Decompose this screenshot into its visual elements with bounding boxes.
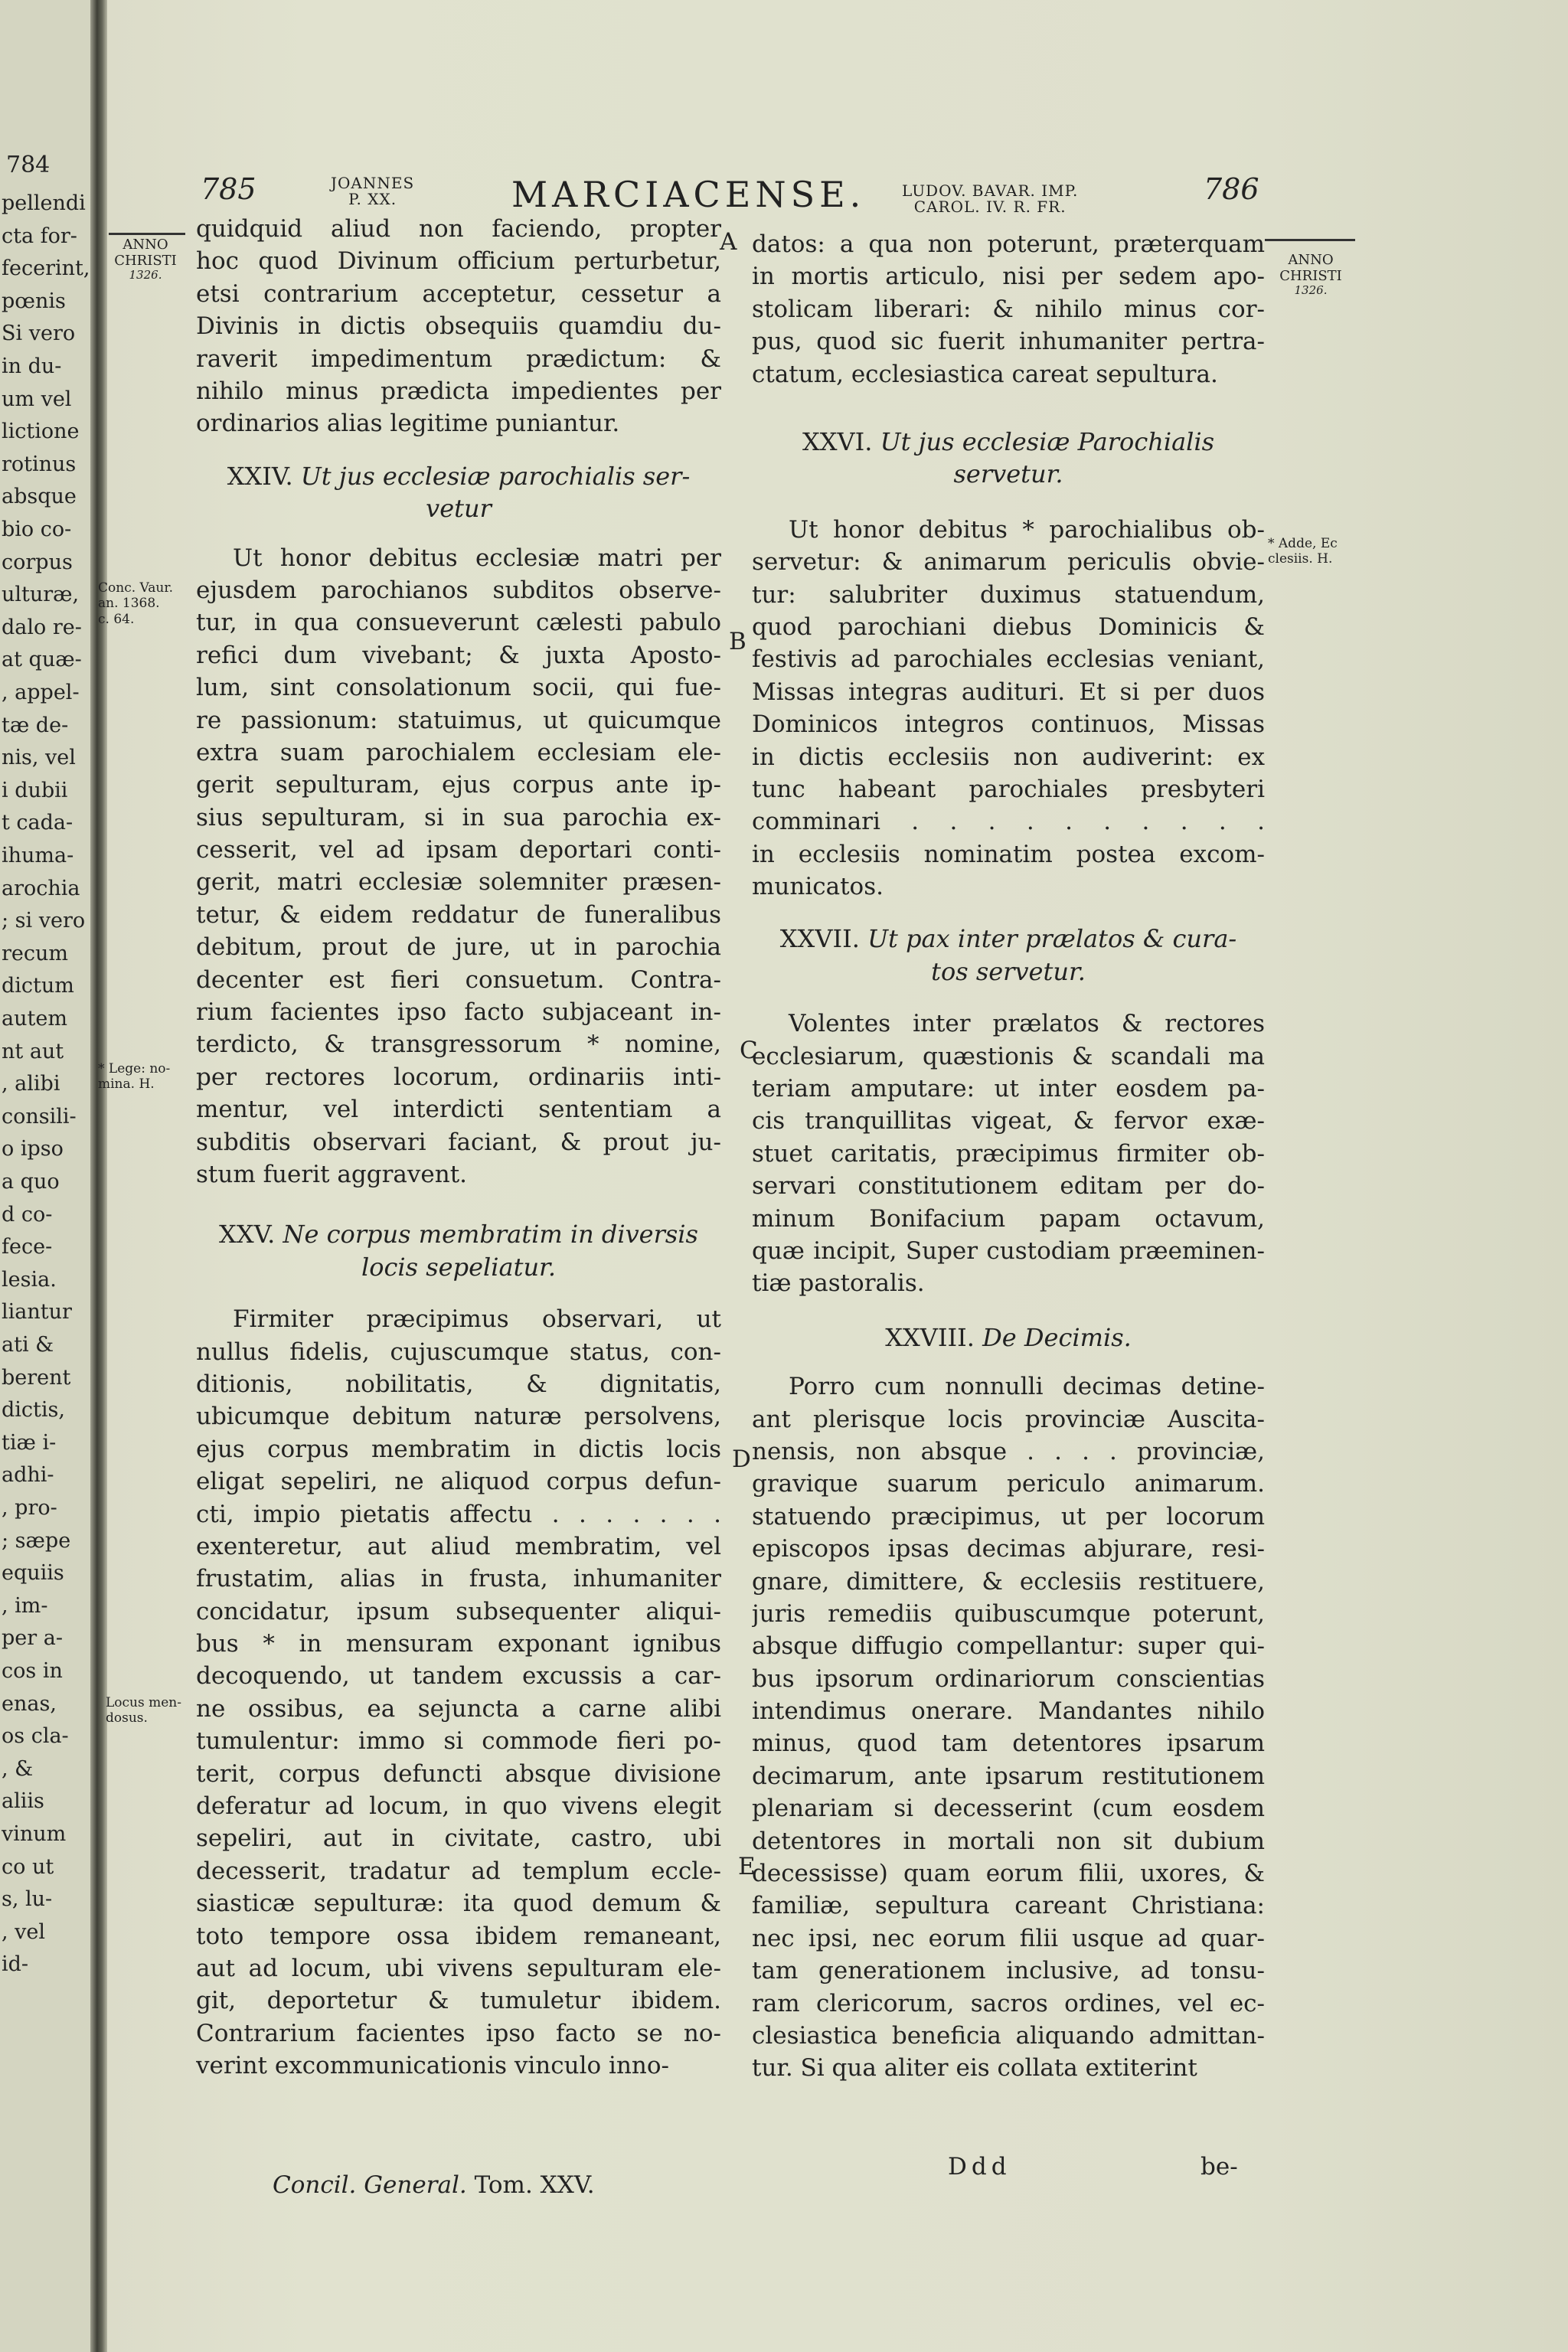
text-line: gnare, dimittere, & ecclesiis restituere, bbox=[752, 1567, 1265, 1596]
text-line: stolicam liberari: & nihilo minus cor- bbox=[752, 295, 1265, 323]
left-page-fragment: a quo bbox=[2, 1170, 60, 1194]
chapter-heading-xxvi-cont bbox=[752, 458, 1265, 490]
chapter-number: XXVII. bbox=[779, 924, 860, 954]
emperor-line-2: CAROL. IV. R. FR. bbox=[913, 198, 1067, 216]
chapter-rubric: vetur bbox=[426, 494, 492, 524]
text-line: in ecclesiis nominatim postea excom- bbox=[752, 840, 1265, 868]
left-page-fragment: , appel- bbox=[2, 681, 80, 704]
margin-line: an. 1368. bbox=[98, 596, 160, 612]
text-line: tur, in qua consueverunt cælesti pabulo bbox=[196, 609, 721, 637]
text-line: raverit impedimentum prædictum: & bbox=[196, 345, 721, 373]
left-page-fragment: berent bbox=[2, 1365, 71, 1390]
text-line: festivis ad parochiales ecclesias veniant, bbox=[752, 645, 1265, 674]
chapter-xxv-text bbox=[196, 1303, 721, 2082]
chapter-heading-xxviii bbox=[752, 1321, 1265, 1354]
text-line: Contrarium facientes ipso facto se no- bbox=[196, 2019, 721, 2047]
left-page-fragment: ati & bbox=[2, 1333, 54, 1357]
left-page-fragment: pellendi bbox=[2, 191, 86, 215]
text-line: stum fuerit aggravent. bbox=[196, 1160, 468, 1188]
text-line: rium facientes ipso facto subjaceant in- bbox=[196, 998, 721, 1027]
text-line: ejus corpus membratim in dictis locis bbox=[196, 1435, 721, 1463]
text-line: tumulentur: immo si commode fieri po- bbox=[196, 1727, 721, 1756]
text-line: nec ipsi, nec eorum filii usque ad quar- bbox=[752, 1924, 1265, 1952]
text-line: ditionis, nobilitatis, & dignitatis, bbox=[196, 1370, 721, 1398]
text-line: municatos. bbox=[752, 873, 884, 901]
left-page-fragment: ihuma- bbox=[2, 844, 74, 867]
left-text-column bbox=[196, 213, 721, 2082]
left-page-fragment: ; sæpe bbox=[2, 1528, 71, 1553]
text-line: nihilo minus prædicta impedientes per bbox=[196, 377, 721, 405]
text-line: ejusdem parochianos subditos observe- bbox=[196, 576, 721, 604]
text-line: ram clericorum, sacros ordines, vel ec- bbox=[752, 1989, 1265, 2017]
anno-year: 1326. bbox=[1294, 283, 1328, 298]
margin-line: * Adde, Ec bbox=[1268, 536, 1338, 551]
book-binding-gutter bbox=[90, 0, 107, 2352]
margin-line: dosus. bbox=[106, 1710, 148, 1726]
text-line: terdicto, & transgressorum * nomine, bbox=[196, 1031, 721, 1059]
left-page-fragment: , pro- bbox=[2, 1496, 57, 1520]
text-line: subditis observari faciant, & prout ju- bbox=[196, 1128, 721, 1156]
text-line: cis tranquillitas vigeat, & fervor exæ- bbox=[752, 1107, 1265, 1135]
text-line: servetur: & animarum periculis obvie- bbox=[752, 548, 1265, 577]
text-line: bus ipsorum ordinariorum conscientias bbox=[752, 1664, 1265, 1693]
text-line: debitum, prout de jure, ut in parochia bbox=[196, 933, 721, 962]
text-line: etsi contrarium acceptetur, cessetur a bbox=[196, 279, 721, 308]
text-line: deferatur ad locum, in quo vivens elegit bbox=[196, 1792, 721, 1821]
left-page-fragment: fecerint, bbox=[2, 256, 90, 281]
left-page-fragment: dictis, bbox=[2, 1398, 65, 1423]
text-line: refici dum vivebant; & juxta Aposto- bbox=[196, 641, 721, 669]
text-line: tur: salubriter duximus statuendum, bbox=[752, 580, 1265, 609]
chapter-heading-xxv-cont bbox=[196, 1251, 721, 1283]
text-line: Ut honor debitus * parochialibus ob- bbox=[789, 515, 1265, 544]
text-line: tur. Si qua aliter eis collata extiterint bbox=[752, 2054, 1197, 2082]
footer-source bbox=[273, 2171, 595, 2199]
chapter-number: XXVIII. bbox=[885, 1322, 975, 1352]
text-line: juris remediis quibuscumque poterunt, bbox=[752, 1599, 1265, 1628]
text-line: Missas integras audituri. Et si per duos bbox=[752, 678, 1265, 706]
text-line: intendimus onerare. Mandantes nihilo bbox=[752, 1697, 1265, 1726]
text-line: Porro cum nonnulli decimas detine- bbox=[789, 1373, 1265, 1401]
text-line: cesserit, vel ad ipsam deportari conti- bbox=[196, 836, 721, 864]
text-line: ubicumque debitum naturæ persolvens, bbox=[196, 1403, 721, 1431]
page-number-left: 785 bbox=[201, 172, 256, 206]
left-page-fragment: at quæ- bbox=[2, 648, 82, 672]
left-page-fragment: dictum bbox=[2, 974, 74, 998]
text-line: gerit, matri ecclesiæ solemniter præsen- bbox=[196, 868, 721, 897]
text-line: cti, impio pietatis affectu . . . . . . . bbox=[196, 1500, 721, 1528]
section-letter-b: B bbox=[729, 628, 746, 655]
text-line: ne ossibus, ea sejuncta a carne alibi bbox=[196, 1694, 721, 1723]
section-letter-e: E bbox=[738, 1853, 756, 1880]
chapter-heading-xxvii-cont bbox=[752, 956, 1265, 988]
chapter-heading-xxvii bbox=[752, 923, 1265, 955]
left-page-fragment: ; si vero bbox=[2, 909, 86, 933]
left-page-fragment: , im- bbox=[2, 1593, 48, 1618]
left-page-fragment: nis, vel bbox=[2, 746, 76, 770]
chapter-rubric: servetur. bbox=[953, 459, 1063, 489]
chapter-heading-xxv bbox=[196, 1218, 721, 1250]
christi-label: CHRISTI bbox=[114, 252, 177, 269]
left-page-fragment: recum bbox=[2, 941, 68, 965]
section-letter-a: A bbox=[720, 228, 737, 256]
text-line: toto tempore ossa ibidem remaneant, bbox=[196, 1922, 721, 1950]
left-page-fragment: ulturæ, bbox=[2, 583, 80, 607]
emperor-heading bbox=[902, 183, 1078, 215]
margin-line: Locus men- bbox=[106, 1695, 181, 1710]
text-line: decenter est fieri consuetum. Contra- bbox=[196, 965, 721, 994]
text-line: stuet caritatis, præcipimus firmiter ob- bbox=[752, 1139, 1265, 1168]
page-title: MARCIACENSE. bbox=[511, 174, 866, 215]
text-line: aut ad locum, ubi vivens sepulturam ele- bbox=[196, 1954, 721, 1982]
left-page-fragment: liantur bbox=[2, 1300, 72, 1325]
chapter-number: XXV. bbox=[219, 1220, 276, 1250]
left-page-fragment: pœnis bbox=[2, 289, 66, 313]
left-page-fragment: absque bbox=[2, 485, 77, 509]
text-line: plenariam si decesserint (cum eosdem bbox=[752, 1795, 1265, 1823]
text-line: Dominicos integros continuos, Missas bbox=[752, 710, 1265, 739]
anno-year: 1326. bbox=[129, 268, 162, 283]
left-page-fragment: o ipso bbox=[2, 1137, 64, 1161]
continuation-paragraph bbox=[752, 228, 1265, 390]
text-line: siasticæ sepulturæ: ita quod demum & bbox=[196, 1890, 721, 1918]
margin-line: mina. H. bbox=[98, 1076, 155, 1093]
text-line: gerit sepulturam, ejus corpus ante ip- bbox=[196, 771, 721, 799]
text-line: statuendo præcipimus, ut per locorum bbox=[752, 1502, 1265, 1530]
margin-line: c. 64. bbox=[98, 611, 135, 627]
text-line: per rectores locorum, ordinariis inti- bbox=[196, 1063, 721, 1091]
left-page-fragment: rotinus bbox=[2, 452, 77, 476]
chapter-rubric: Ne corpus membratim in diversis bbox=[283, 1220, 698, 1250]
text-line: verint excommunicationis vinculo inno- bbox=[196, 2052, 670, 2080]
chapter-heading-xxiv bbox=[196, 460, 721, 492]
text-line: ant plerisque locis provinciæ Auscita- bbox=[752, 1405, 1265, 1433]
text-line: minum Bonifacium papam octavum, bbox=[752, 1204, 1265, 1233]
left-page-fragment: arochia bbox=[2, 876, 80, 900]
signature-mark: Ddd bbox=[948, 2153, 1011, 2180]
left-page-fragment: t cada- bbox=[2, 811, 74, 835]
text-line: minus, quod tam detentores ipsarum bbox=[752, 1730, 1265, 1758]
left-page-fragment: per a- bbox=[2, 1626, 63, 1651]
anno-christi-right bbox=[1263, 253, 1358, 298]
source-title: Concil. General. bbox=[273, 2171, 467, 2199]
text-line: comminari . . . . . . . . . . bbox=[752, 808, 1265, 836]
chapter-rubric: Ut jus ecclesiæ parochialis ser- bbox=[300, 461, 691, 491]
text-line: eligat sepeliri, ne aliquod corpus defun- bbox=[196, 1468, 721, 1496]
left-page-fragment: , & bbox=[2, 1756, 34, 1781]
chapter-number: XXVI. bbox=[802, 426, 873, 456]
left-page-fragment: lesia. bbox=[2, 1267, 57, 1292]
margin-note-adde-ecclesiis bbox=[1268, 536, 1338, 567]
text-line: git, deportetur & tumuletur ibidem. bbox=[196, 1987, 721, 2015]
left-page-fragment: aliis bbox=[2, 1789, 44, 1814]
text-line: nensis, non absque . . . . provinciæ, bbox=[752, 1437, 1265, 1465]
left-facing-page-fragment bbox=[0, 0, 90, 2352]
left-page-fragment: enas, bbox=[2, 1691, 57, 1716]
text-line: Ut honor debitus ecclesiæ matri per bbox=[233, 544, 721, 572]
left-page-fragment: um vel bbox=[2, 387, 72, 411]
anno-label: ANNO bbox=[1288, 252, 1334, 268]
text-line: quidquid aliud non faciendo, propter bbox=[196, 215, 721, 243]
chapter-xxiv-text bbox=[196, 542, 721, 1191]
margin-note-lege bbox=[98, 1061, 170, 1093]
text-line: Divinis in dictis obsequiis quamdiu du- bbox=[196, 312, 721, 341]
chapter-rubric: tos servetur. bbox=[931, 956, 1086, 986]
text-line: frustatim, alias in frusta, inhumaniter bbox=[196, 1565, 721, 1593]
left-page-fragment: id- bbox=[2, 1952, 29, 1977]
left-page-fragment: dalo re- bbox=[2, 615, 82, 639]
left-page-fragment: s, lu- bbox=[2, 1887, 53, 1912]
text-line: nullus fidelis, cujuscumque status, con- bbox=[196, 1338, 721, 1366]
text-line: ctatum, ecclesiastica careat sepultura. bbox=[752, 360, 1218, 388]
chapter-xxvi-text bbox=[752, 514, 1265, 903]
left-page-fragment: cta for- bbox=[2, 224, 77, 248]
text-line: Firmiter præcipimus observari, ut bbox=[233, 1305, 721, 1334]
left-page-fragment: autem bbox=[2, 1007, 67, 1031]
left-page-fragment: adhi- bbox=[2, 1463, 54, 1488]
catchword: be- bbox=[1200, 2153, 1238, 2180]
left-page-fragment: d co- bbox=[2, 1202, 53, 1227]
christi-label: CHRISTI bbox=[1279, 267, 1342, 284]
text-line: concidatur, ipsum subsequenter aliqui- bbox=[196, 1597, 721, 1625]
right-text-column bbox=[752, 228, 1265, 2085]
left-page-fragment: tiæ i- bbox=[2, 1430, 57, 1455]
anno-rule-left bbox=[109, 233, 185, 235]
anno-christi-left bbox=[103, 237, 188, 283]
left-page-fragment: co ut bbox=[2, 1854, 54, 1879]
anno-rule-right bbox=[1265, 239, 1355, 241]
anno-label: ANNO bbox=[122, 237, 168, 253]
text-line: servari constitutionem editam per do- bbox=[752, 1172, 1265, 1200]
left-page-fragment: , alibi bbox=[2, 1072, 60, 1096]
left-page-fragment: nt aut bbox=[2, 1039, 64, 1063]
text-line: absque diffugio compellantur: super qui- bbox=[752, 1632, 1265, 1661]
chapter-heading-xxvi bbox=[752, 426, 1265, 458]
chapter-heading-xxiv-cont bbox=[196, 492, 721, 524]
chapter-xxvii-text bbox=[752, 1008, 1265, 1300]
left-page-fragment: cos in bbox=[2, 1659, 63, 1683]
left-page-fragment: Si vero bbox=[2, 322, 76, 346]
left-page-fragment: , vel bbox=[2, 1919, 46, 1944]
text-line: teriam amputare: ut inter eosdem pa- bbox=[752, 1075, 1265, 1103]
pope-name: JOANNES bbox=[331, 174, 415, 192]
text-line: detentores in mortali non sit dubium bbox=[752, 1827, 1265, 1855]
text-line: clesiastica beneficia aliquando admittan- bbox=[752, 2022, 1265, 2050]
text-line: decimarum, ante ipsarum restitutionem bbox=[752, 1762, 1265, 1790]
text-line: datos: a qua non poterunt, præterquam bbox=[752, 230, 1265, 258]
section-letter-c: C bbox=[740, 1037, 758, 1064]
text-line: sepeliri, aut in civitate, castro, ubi bbox=[196, 1824, 721, 1853]
text-line: terit, corpus defuncti absque divisione bbox=[196, 1759, 721, 1788]
margin-note-locus-mendosus bbox=[106, 1695, 181, 1726]
continuation-paragraph bbox=[196, 213, 721, 440]
text-line: in dictis ecclesiis non audiverint: ex bbox=[752, 743, 1265, 771]
text-line: quæ incipit, Super custodiam præeminen- bbox=[752, 1237, 1265, 1265]
text-line: pus, quod sic fuerit inhumaniter pertra- bbox=[752, 328, 1265, 356]
text-line: decesserit, tradatur ad templum eccle- bbox=[196, 1857, 721, 1885]
left-page-fragment: tæ de- bbox=[2, 713, 69, 737]
left-page-fragment: fece- bbox=[2, 1235, 53, 1259]
text-line: ecclesiarum, quæstionis & scandali ma bbox=[752, 1042, 1265, 1070]
text-line: re passionum: statuimus, ut quicumque bbox=[196, 706, 721, 734]
page-number-right: 786 bbox=[1204, 172, 1259, 206]
pope-number: P. XX. bbox=[348, 190, 397, 208]
left-page-fragment: in du- bbox=[2, 354, 62, 378]
left-page-fragment: equiis bbox=[2, 1561, 64, 1586]
text-line: sius sepulturam, si in sua parochia ex- bbox=[196, 803, 721, 831]
left-page-fragment: i dubii bbox=[2, 778, 68, 802]
chapter-rubric: locis sepeliatur. bbox=[361, 1252, 556, 1282]
text-line: Volentes inter prælatos & rectores bbox=[789, 1010, 1265, 1038]
text-line: lum, sint consolationum socii, qui fue- bbox=[196, 674, 721, 702]
chapter-rubric: De Decimis. bbox=[982, 1322, 1132, 1352]
margin-line: Conc. Vaur. bbox=[98, 580, 173, 596]
text-line: decoquendo, ut tandem excussis a car- bbox=[196, 1662, 721, 1690]
text-line: gravique suarum periculo animarum. bbox=[752, 1470, 1265, 1498]
text-line: tunc habeant parochiales presbyteri bbox=[752, 775, 1265, 803]
text-line: in mortis articulo, nisi per sedem apo- bbox=[752, 263, 1265, 291]
text-line: tiæ pastoralis. bbox=[752, 1269, 925, 1298]
text-line: ordinarios alias legitime puniantur. bbox=[196, 410, 620, 438]
margin-line: * Lege: no- bbox=[98, 1061, 171, 1076]
text-line: bus * in mensuram exponant ignibus bbox=[196, 1630, 721, 1658]
text-line: tetur, & eidem reddatur de funeralibus bbox=[196, 900, 721, 929]
left-page-fragment: vinum bbox=[2, 1822, 67, 1846]
text-line: episcopos ipsas decimas abjurare, resi- bbox=[752, 1535, 1265, 1563]
text-line: exenteretur, aut aliud membratim, vel bbox=[196, 1532, 721, 1560]
text-line: decessisse) quam eorum filii, uxores, & bbox=[752, 1860, 1265, 1888]
left-page-number-784: 784 bbox=[6, 152, 51, 178]
margin-note-conc-vaur bbox=[98, 580, 173, 627]
text-line: familiæ, sepultura careant Christiana: bbox=[752, 1892, 1265, 1920]
left-page-fragment: os cla- bbox=[2, 1724, 69, 1749]
left-page-fragment: bio co- bbox=[2, 518, 72, 541]
tome-number: Tom. XXV. bbox=[474, 2171, 595, 2199]
chapter-number: XXIV. bbox=[227, 461, 293, 491]
chapter-rubric: Ut pax inter prælatos & cura- bbox=[867, 924, 1237, 954]
text-line: extra suam parochialem ecclesiam ele- bbox=[196, 738, 721, 766]
section-letter-d: D bbox=[732, 1446, 751, 1473]
left-page-fragment: consili- bbox=[2, 1104, 77, 1129]
text-line: mentur, vel interdicti sententiam a bbox=[196, 1096, 721, 1124]
chapter-rubric: Ut jus ecclesiæ Parochialis bbox=[880, 426, 1215, 456]
chapter-xxviii-text bbox=[752, 1370, 1265, 2085]
emperor-line-1: LUDOV. BAVAR. IMP. bbox=[902, 181, 1079, 200]
left-page-fragment: lictione bbox=[2, 420, 80, 444]
text-line: tam generationem inclusive, ad tonsu- bbox=[752, 1957, 1265, 1985]
pope-heading bbox=[331, 175, 414, 207]
text-line: hoc quod Divinum officium perturbetur, bbox=[196, 247, 721, 276]
margin-line: clesiis. H. bbox=[1268, 551, 1333, 567]
left-page-fragment: corpus bbox=[2, 550, 73, 574]
text-line: quod parochiani diebus Dominicis & bbox=[752, 612, 1265, 641]
